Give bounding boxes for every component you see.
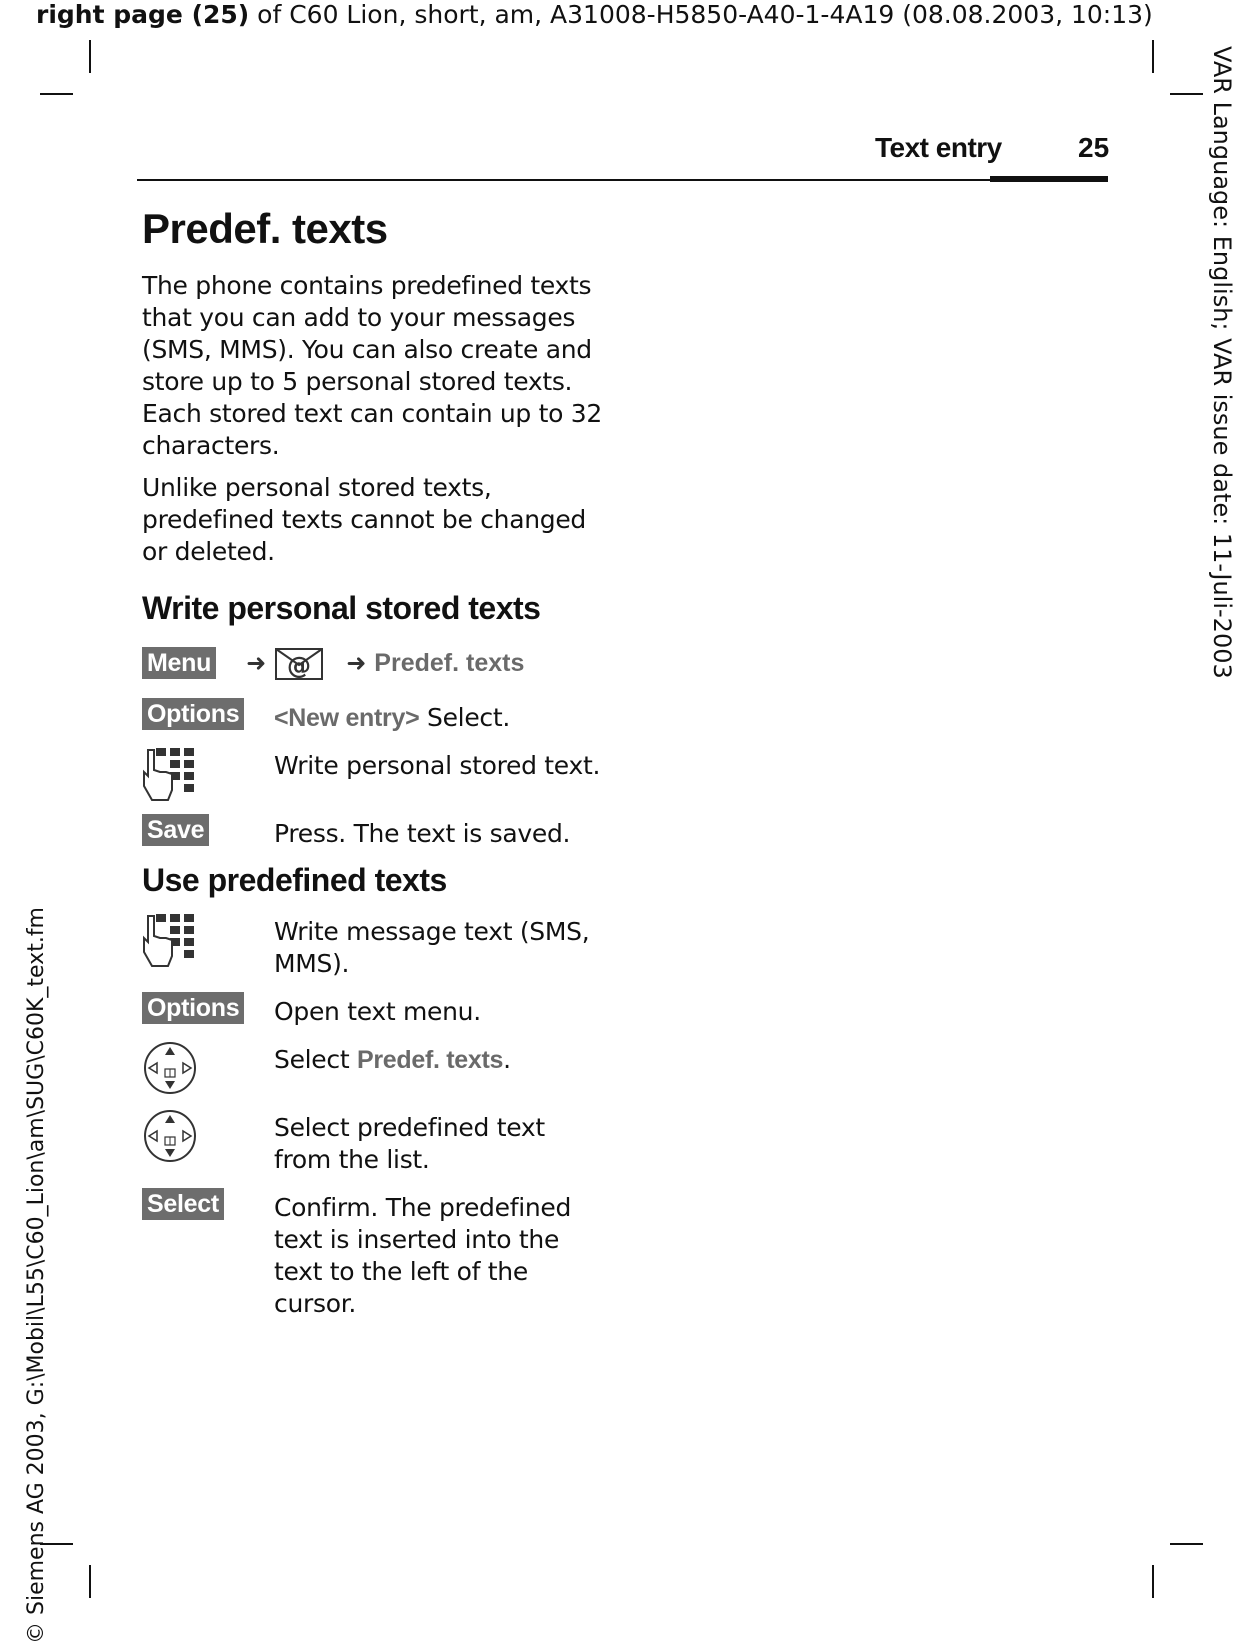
crop-mark — [89, 1565, 91, 1598]
select-softkey: Select — [142, 1188, 224, 1220]
print-info-label: right page (25) — [36, 0, 250, 29]
use-section-title: Use predefined texts — [142, 862, 447, 898]
step-text: Write message text (SMS, MMS). — [274, 917, 590, 978]
step-text: Open text menu. — [274, 997, 481, 1026]
crop-mark — [89, 40, 91, 73]
arrow-icon: ➜ — [346, 649, 367, 677]
options-softkey: Options — [142, 992, 244, 1024]
step-text-rest: Select. — [419, 703, 511, 732]
side-text-right: VAR Language: English; VAR issue date: 11-Juli-2003 — [1208, 46, 1236, 679]
keypad-icon — [142, 912, 274, 968]
save-softkey: Save — [142, 814, 209, 846]
header-tab — [990, 176, 1108, 182]
navigation-key-icon — [142, 1108, 274, 1164]
crop-mark — [1170, 93, 1203, 95]
side-text-left: © Siemens AG 2003, G:\Mobil\L55\C60_Lion\am\SUG\C60K_text.fm — [24, 907, 49, 1644]
main-content — [142, 200, 602, 1320]
svg-text:@: @ — [287, 652, 312, 680]
menu-path — [142, 640, 602, 686]
step-text: Confirm. The predefined text is inserted into the text to the left of the cursor. — [274, 1193, 572, 1318]
step-text: Press. The text is saved. — [274, 819, 571, 848]
menu-target: Predef. texts — [374, 648, 525, 677]
print-info — [36, 0, 1153, 30]
keypad-icon — [142, 746, 274, 802]
step-confirm — [142, 1188, 602, 1320]
write-section-title: Write personal stored texts — [142, 590, 541, 626]
step-open-menu — [142, 992, 602, 1028]
step-text: Select predefined text from the list. — [274, 1113, 545, 1174]
step-new-entry — [142, 698, 602, 734]
step-text: Write personal stored text. — [274, 751, 601, 780]
page-title: Predef. texts — [142, 205, 388, 252]
header-rule — [137, 179, 1108, 181]
print-info-text: of C60 Lion, short, am, A31008-H5850-A40-1-4A19 (08.08.2003, 10:13) — [249, 0, 1153, 29]
new-entry-ref: <New entry> — [274, 704, 420, 732]
step-text — [274, 1040, 602, 1076]
step-select-predef — [142, 1040, 602, 1096]
page-number: 25 — [1078, 132, 1110, 163]
step-text-suffix: . — [503, 1045, 511, 1074]
step-save — [142, 814, 602, 850]
menu-softkey: Menu — [142, 647, 216, 679]
running-header-title: Text entry — [875, 132, 1002, 163]
messages-envelope-icon — [274, 645, 324, 681]
intro-paragraph: The phone contains predefined texts that you can add to your messages (SMS, MMS). You can also create and store up to 5 personal stored texts. Each stored text can contain up to 32 characters. — [142, 271, 603, 460]
arrow-icon: ➜ — [246, 649, 267, 677]
crop-mark — [1152, 1565, 1154, 1598]
step-text-prefix: Select — [274, 1045, 357, 1074]
predef-texts-ref: Predef. texts — [356, 1046, 504, 1074]
step-select-from-list — [142, 1108, 602, 1176]
step-write-message — [142, 912, 602, 980]
crop-mark — [40, 93, 73, 95]
step-text — [274, 698, 602, 734]
navigation-key-icon — [142, 1040, 274, 1096]
note-paragraph: Unlike personal stored texts, predefined texts cannot be changed or deleted. — [142, 473, 586, 566]
crop-mark — [1170, 1543, 1203, 1545]
crop-mark — [1152, 40, 1154, 73]
step-write-text — [142, 746, 602, 802]
options-softkey: Options — [142, 698, 244, 730]
